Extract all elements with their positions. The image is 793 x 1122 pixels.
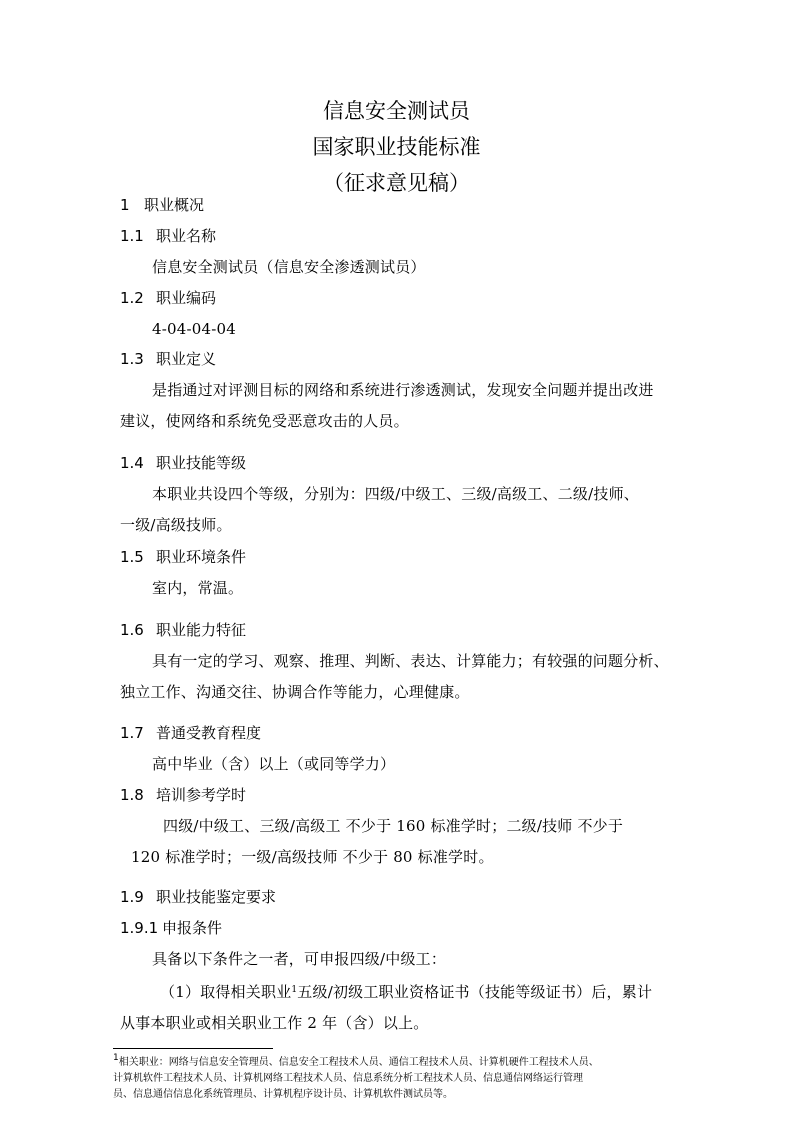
section-heading-1-6: [120, 620, 246, 640]
footnote-mark: 1: [113, 1053, 119, 1063]
document-title-line3: （征求意见稿）: [323, 171, 470, 195]
section-label: 职业名称: [156, 227, 217, 245]
section-1-3-line1: 是指通过对评测目标的网络和系统进行渗透测试，发现安全问题并提出改进: [152, 381, 654, 399]
section-heading-1-1: [120, 226, 216, 246]
footnote-line2: 计算机软件工程技术人员、计算机网络工程技术人员、信息系统分析工程技术人员、信息通信网络运行管理: [113, 1073, 583, 1084]
footnote-line1: [113, 1055, 693, 1070]
section-number: 1.2: [120, 289, 144, 307]
section-label: 职业能力特征: [156, 621, 247, 639]
section-1-3-line2: 建议，使网络和系统免受恶意攻击的人员。: [120, 412, 409, 430]
document-title-line1: 信息安全测试员: [323, 99, 470, 123]
footnote-text: 相关职业：网络与信息安全管理员、信息安全工程技术人员、通信工程技术人员、计算机硬件工程技术人员、: [118, 1057, 599, 1068]
section-label: 职业技能等级: [156, 454, 247, 472]
section-number: 1.7: [120, 724, 144, 742]
section-1-8-line2: 120 标准学时；一级/高级技师 不少于 80 标准学时。: [131, 848, 494, 866]
section-heading-1-4: [120, 453, 246, 473]
section-number: 1.3: [120, 350, 144, 368]
footnote-separator: [113, 1048, 273, 1049]
section-1-6-line1: 具有一定的学习、观察、推理、判断、表达、计算能力；有较强的问题分析、: [152, 652, 669, 670]
document-title-line2: 国家职业技能标准: [312, 135, 481, 159]
section-label: 职业环境条件: [156, 548, 247, 566]
section-heading-1-8: [120, 785, 246, 805]
section-label: 职业编码: [156, 289, 217, 307]
section-label: 培训参考学时: [156, 786, 247, 804]
section-1-9-1-item1-line1: [160, 982, 652, 1002]
section-label: 职业技能鉴定要求: [156, 888, 277, 906]
section-number: 1.8: [120, 786, 144, 804]
section-label: 职业概况: [144, 196, 205, 214]
section-number: 1.6: [120, 621, 144, 639]
section-label: 职业定义: [156, 350, 217, 368]
section-1-4-line2: 一级/高级技师。: [120, 516, 232, 534]
section-heading-1-5: [120, 547, 246, 567]
section-label: 普通受教育程度: [156, 724, 262, 742]
section-number: 1.5: [120, 548, 144, 566]
section-number: 1: [120, 196, 130, 214]
section-number: 1.4: [120, 454, 144, 472]
section-1-4-line1: 本职业共设四个等级，分别为：四级/中级工、三级/高级工、二级/技师、: [152, 485, 639, 503]
section-1-9-1-intro: 具备以下条件之一者，可申报四级/中级工：: [152, 950, 447, 968]
section-heading-1-9: [120, 887, 276, 907]
section-heading-1-7: [120, 723, 261, 743]
footnote-line3: 员、信息通信信息化系统管理员、计算机程序设计员、计算机软件测试员等。: [113, 1089, 453, 1100]
section-1-7-text: 高中毕业（含）以上（或同等学力）: [152, 755, 396, 773]
section-1-1-text: 信息安全测试员（信息安全渗透测试员）: [152, 258, 426, 276]
section-1-9-1-item1-line2: 从事本职业或相关职业工作 2 年（含）以上。: [120, 1014, 429, 1032]
section-1-2-text: 4-04-04-04: [152, 320, 237, 338]
section-1-8-line1: 四级/中级工、三级/高级工 不少于 160 标准学时；二级/技师 不少于: [163, 817, 624, 835]
section-1-6-line2: 独立工作、沟通交往、协调合作等能力，心理健康。: [120, 683, 470, 701]
section-number: 1.9: [120, 888, 144, 906]
section-number: 1.9.1: [120, 919, 159, 937]
section-heading-1-2: [120, 288, 216, 308]
section-number: 1.1: [120, 227, 144, 245]
section-heading-1-3: [120, 349, 216, 369]
section-heading-1-9-1: [120, 918, 222, 938]
item1-suffix: 五级/初级工职业资格证书（技能等级证书）后，累计: [297, 983, 653, 1001]
section-heading-1: [120, 195, 204, 215]
item1-prefix: （1）取得相关职业: [160, 983, 292, 1001]
section-label: 申报条件: [162, 919, 223, 937]
section-1-5-text: 室内，常温。: [152, 579, 244, 597]
footnote-reference[interactable]: 1: [291, 985, 298, 995]
